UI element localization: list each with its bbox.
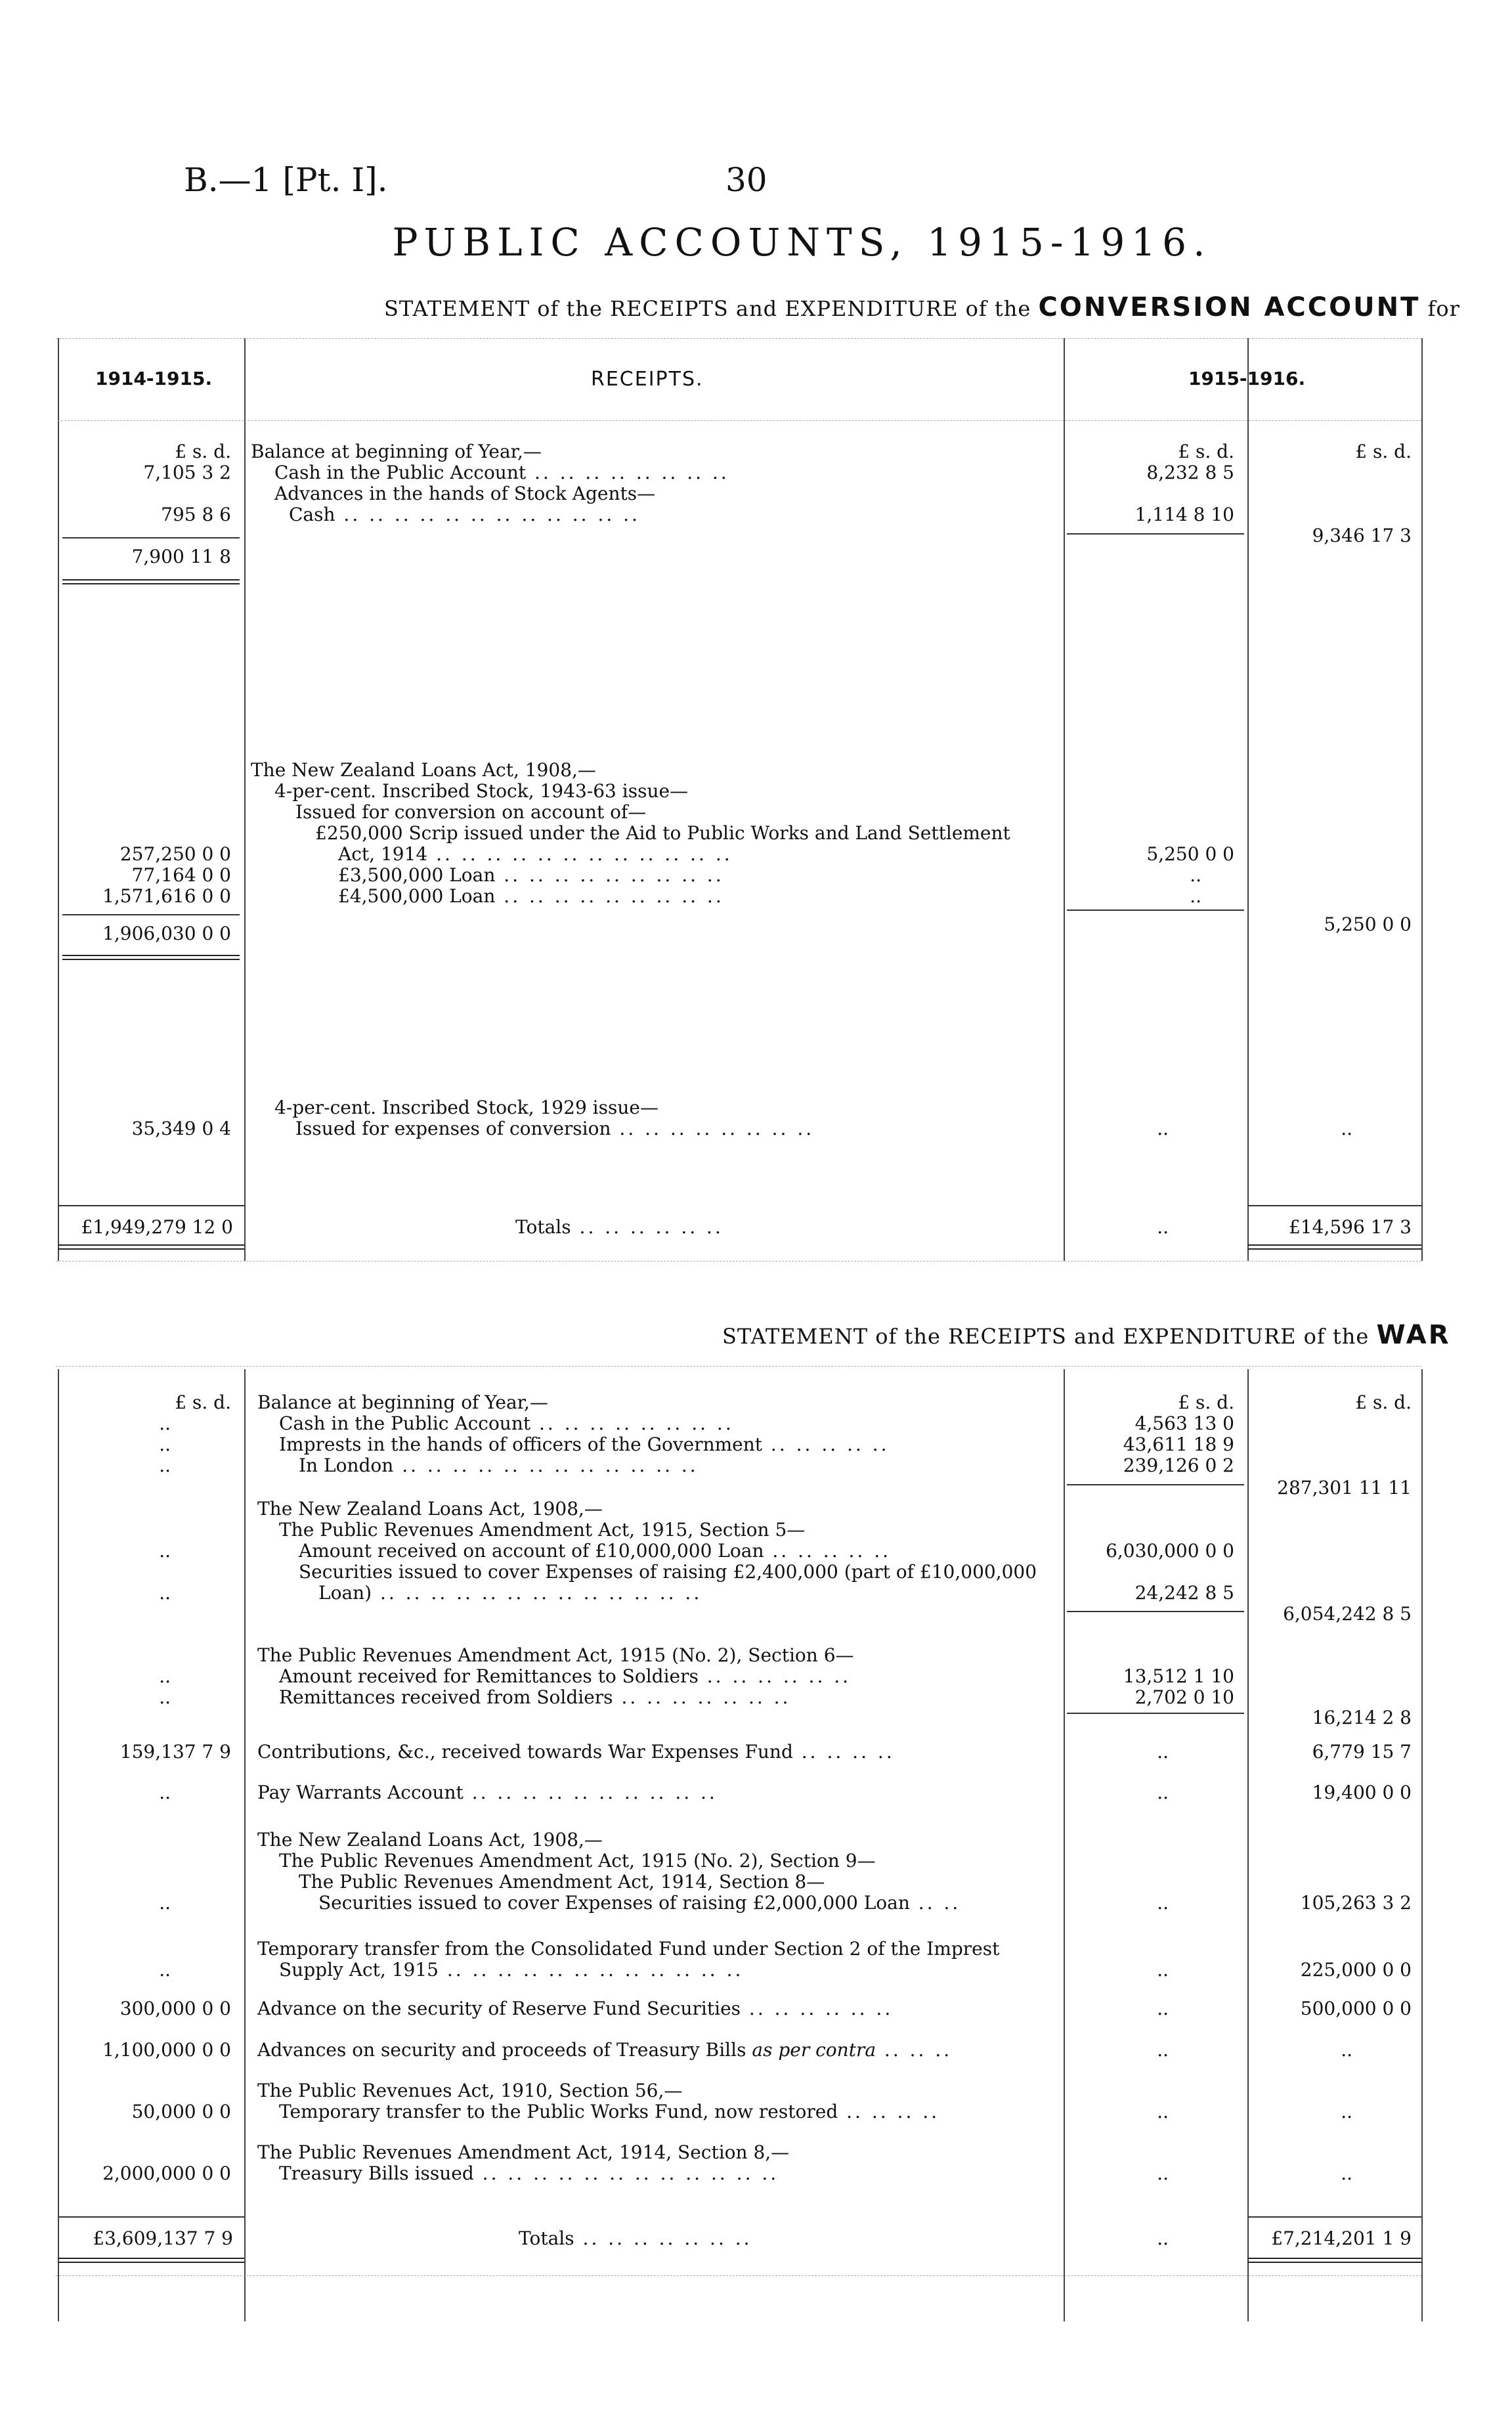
- line-revenues-1914-s8: The Public Revenues Amendment Act, 1914, Section 8,—: [257, 2141, 790, 2163]
- line-stock-1929: 4-per-cent. Inscribed Stock, 1929 issue—: [274, 1097, 659, 1118]
- subtotal-rule: [62, 537, 240, 538]
- amount-total: 5,250 0 0: [1324, 913, 1412, 935]
- amount-sub: 5,250 0 0: [1146, 843, 1234, 865]
- amount-total: ..: [1341, 2162, 1352, 2184]
- amount-sub: ..: [1157, 1998, 1169, 2019]
- amount-prev: 7,105 3 2: [143, 462, 231, 483]
- totals-rule: [1247, 2216, 1421, 2218]
- line-in-london: In London .. .. .. .. .. .. .. .. .. .. .. ..: [299, 1455, 699, 1476]
- totals-double-rule: [58, 1244, 244, 1250]
- line-treasury-bills-issued: Treasury Bills issued .. .. .. .. .. .. .. .. .. .. .. ..: [279, 2162, 779, 2184]
- amount-total: 9,346 17 3: [1312, 525, 1412, 546]
- statement-prefix: STATEMENT of the RECEIPTS and EXPENDITURE of the: [722, 1324, 1370, 1349]
- column-rule: [1064, 338, 1065, 1261]
- amount-sub: ..: [1157, 1741, 1169, 1763]
- line-scrip: £250,000 Scrip issued under the Aid to Public Works and Land Settlement: [315, 822, 1010, 844]
- amount-sub: 2,702 0 10: [1134, 1686, 1234, 1708]
- subtotal-double-rule: [62, 579, 240, 584]
- amount-total: 16,214 2 8: [1312, 1707, 1412, 1728]
- subtotal-double-rule: [62, 955, 240, 960]
- column-rule: [1064, 1369, 1065, 2321]
- subtotal-rule: [1067, 1611, 1244, 1612]
- amount-prev: 1,100,000 0 0: [102, 2039, 231, 2061]
- column-rule: [1421, 338, 1423, 1261]
- amount-prev: ..: [159, 1665, 171, 1687]
- line-amount-10m-loan: Amount received on account of £10,000,000 Loan .. .. .. .. ..: [299, 1540, 891, 1562]
- amount-sub: ..: [1157, 2101, 1169, 2122]
- line-4500000-loan: £4,500,000 Loan .. .. .. .. .. .. .. .. ..: [338, 885, 724, 907]
- line-temporary-transfer-public-works: Temporary transfer to the Public Works Fund, now restored .. .. .. ..: [279, 2101, 940, 2122]
- total-prev: £3,609,137 7 9: [93, 2227, 233, 2249]
- unit-label: £ s. d.: [1178, 441, 1234, 462]
- column-header-1915-1916: 1915-1916.: [1188, 368, 1306, 389]
- amount-total: ..: [1341, 2039, 1352, 2061]
- amount-prev-subtotal: 7,900 11 8: [131, 546, 231, 567]
- column-rule: [1421, 1369, 1423, 2321]
- column-rule: [244, 1369, 246, 2321]
- amount-sub: ..: [1157, 1959, 1169, 1981]
- amount-total: 225,000 0 0: [1300, 1959, 1412, 1981]
- line-stock-1943-63: 4-per-cent. Inscribed Stock, 1943-63 issue—: [274, 780, 689, 802]
- conversion-statement-heading: [384, 292, 1460, 322]
- line-nz-loans-act: The New Zealand Loans Act, 1908,—: [251, 759, 596, 781]
- subtotal-rule: [1067, 1484, 1244, 1485]
- amount-prev: 300,000 0 0: [119, 1998, 231, 2019]
- amount-sub: ..: [1157, 2039, 1169, 2061]
- line-supply-act: Supply Act, 1915 .. .. .. .. .. .. .. .. .. .. .. ..: [279, 1959, 744, 1981]
- line-pay-warrants: Pay Warrants Account .. .. .. .. .. .. .. .. .. ..: [257, 1782, 718, 1803]
- totals-double-rule: [1247, 2258, 1421, 2263]
- line-revenues-1910-s56: The Public Revenues Act, 1910, Section 56,—: [257, 2080, 683, 2101]
- amount-prev: ..: [159, 1959, 171, 1981]
- amount-total: ..: [1341, 1118, 1352, 1139]
- document-reference: B.—1 [Pt. I].: [184, 161, 388, 199]
- amount-prev: ..: [159, 1540, 171, 1562]
- line-imprests: Imprests in the hands of officers of the Government .. .. .. .. ..: [279, 1434, 890, 1455]
- line-nz-loans-act: The New Zealand Loans Act, 1908,—: [257, 1498, 603, 1520]
- total-prev: £1,949,279 12 0: [81, 1216, 233, 1238]
- line-cash-public-account: Cash in the Public Account .. .. .. .. .. .. .. ..: [279, 1413, 734, 1434]
- amount-prev: 35,349 0 4: [131, 1118, 231, 1139]
- amount-sub: 4,563 13 0: [1134, 1413, 1234, 1434]
- line-nz-loans-act: The New Zealand Loans Act, 1908,—: [257, 1829, 603, 1851]
- amount-prev: ..: [159, 1455, 171, 1476]
- unit-label: £ s. d.: [1178, 1392, 1234, 1413]
- war-statement-heading: [722, 1320, 1451, 1350]
- column-rule: [1247, 1369, 1249, 2321]
- line-temporary-transfer: Temporary transfer from the Consolidated Fund under Section 2 of the Imprest: [257, 1938, 1000, 1960]
- line-advances-treasury-bills: Advances on security and proceeds of Treasury Bills as per contra .. .. ..: [257, 2039, 953, 2061]
- column-rule: [58, 338, 59, 1261]
- line-balance: Balance at beginning of Year,—: [251, 441, 542, 462]
- column-rule: [244, 338, 246, 1261]
- amount-sub: 1,114 8 10: [1134, 504, 1234, 525]
- line-revenues-1914-s8: The Public Revenues Amendment Act, 1914, Section 8—: [299, 1871, 825, 1893]
- amount-sub: 239,126 0 2: [1123, 1455, 1234, 1476]
- amount-prev: 257,250 0 0: [119, 843, 231, 865]
- line-act-1914: Act, 1914 .. .. .. .. .. .. .. .. .. .. .. ..: [338, 843, 733, 865]
- amount-total: 287,301 11 11: [1277, 1477, 1412, 1499]
- line-advances: Advances in the hands of Stock Agents—: [274, 483, 656, 504]
- statement-prefix: STATEMENT of the RECEIPTS and EXPENDITURE of the: [384, 296, 1031, 321]
- unit-label: £ s. d.: [175, 1392, 231, 1413]
- amount-sub: ..: [1157, 2162, 1169, 2184]
- line-revenues-1915-no2-s6: The Public Revenues Amendment Act, 1915 (No. 2), Section 6—: [257, 1644, 854, 1666]
- amount-prev: 1,571,616 0 0: [102, 885, 231, 907]
- line-balance: Balance at beginning of Year,—: [257, 1392, 548, 1413]
- line-remittances-from-soldiers: Remittances received from Soldiers .. .. .. .. .. .. ..: [279, 1686, 791, 1708]
- amount-sub: ..: [1157, 1892, 1169, 1914]
- table-top-rule: [56, 1366, 1421, 1367]
- amount-prev: ..: [159, 1686, 171, 1708]
- amount-total: 6,054,242 8 5: [1283, 1603, 1412, 1625]
- totals-double-rule: [1247, 1244, 1421, 1250]
- amount-sub: 8,232 8 5: [1146, 462, 1234, 483]
- totals-double-rule: [58, 2258, 244, 2263]
- total-current: £7,214,201 1 9: [1271, 2227, 1412, 2249]
- amount-sub: ..: [1157, 1782, 1169, 1803]
- amount-total: ..: [1341, 2101, 1352, 2122]
- amount-total: 500,000 0 0: [1300, 1998, 1412, 2019]
- table-top-rule: [56, 338, 1421, 339]
- amount-total: 6,779 15 7: [1312, 1741, 1412, 1763]
- line-revenues-1915-no2-s9: The Public Revenues Amendment Act, 1915 (No. 2), Section 9—: [279, 1850, 876, 1872]
- subtotal-rule: [1067, 533, 1244, 535]
- amount-total: 105,263 3 2: [1300, 1892, 1412, 1914]
- subtotal-rule: [62, 914, 240, 915]
- amount-prev: ..: [159, 1892, 171, 1914]
- line-issued-conversion: Issued for conversion on account of—: [295, 801, 647, 823]
- line-securities-2m: Securities issued to cover Expenses of raising £2,000,000 Loan .. ..: [318, 1892, 961, 1914]
- amount-sub: 24,242 8 5: [1134, 1582, 1234, 1604]
- amount-sub: ..: [1157, 1118, 1169, 1139]
- unit-label: £ s. d.: [175, 441, 231, 462]
- amount-sub: 43,611 18 9: [1123, 1434, 1234, 1455]
- line-remittances-to-soldiers: Amount received for Remittances to Soldiers .. .. .. .. .. ..: [279, 1665, 852, 1687]
- unit-label: £ s. d.: [1355, 441, 1412, 462]
- line-loan: Loan) .. .. .. .. .. .. .. .. .. .. .. .. ..: [318, 1582, 702, 1604]
- line-totals: Totals .. .. .. .. .. ..: [515, 1216, 724, 1238]
- header-rule: [58, 420, 1421, 421]
- table-bottom-rule: [56, 2275, 1421, 2276]
- amount-prev: 795 8 6: [161, 504, 231, 525]
- amount-total: 19,400 0 0: [1312, 1782, 1412, 1803]
- amount-prev: ..: [159, 1582, 171, 1604]
- amount-prev: ..: [159, 1434, 171, 1455]
- subtotal-rule: [1067, 910, 1244, 911]
- column-rule: [58, 1369, 59, 2321]
- amount-prev: 2,000,000 0 0: [102, 2162, 231, 2184]
- column-header-receipts: RECEIPTS.: [591, 368, 704, 391]
- statement-suffix: for: [1427, 296, 1460, 321]
- line-cash: Cash .. .. .. .. .. .. .. .. .. .. .. ..: [289, 504, 640, 525]
- line-revenues-1915-s5: The Public Revenues Amendment Act, 1915, Section 5—: [279, 1519, 806, 1541]
- amount-prev: 77,164 0 0: [131, 864, 231, 886]
- line-3500000-loan: £3,500,000 Loan .. .. .. .. .. .. .. .. ..: [338, 864, 724, 886]
- amount-sub: ..: [1157, 2227, 1169, 2249]
- amount-sub: ..: [1190, 864, 1201, 886]
- line-advance-reserve-fund: Advance on the security of Reserve Fund Securities .. .. .. .. .. ..: [257, 1998, 894, 2019]
- total-current: £14,596 17 3: [1288, 1216, 1412, 1238]
- amount-sub: 13,512 1 10: [1123, 1665, 1234, 1687]
- line-cash-public-account: Cash in the Public Account .. .. .. .. .. .. .. ..: [274, 462, 729, 483]
- line-totals: Totals .. .. .. .. .. .. ..: [519, 2227, 752, 2249]
- subtotal-rule: [1067, 1713, 1244, 1714]
- amount-prev: 50,000 0 0: [131, 2101, 231, 2122]
- unit-label: £ s. d.: [1355, 1392, 1412, 1413]
- line-securities-2-4m: Securities issued to cover Expenses of raising £2,400,000 (part of £10,000,000: [299, 1561, 1037, 1583]
- statement-account-name: CONVERSION ACCOUNT: [1038, 292, 1421, 322]
- amount-prev: ..: [159, 1413, 171, 1434]
- totals-rule: [1247, 1205, 1421, 1206]
- amount-prev: ..: [159, 1782, 171, 1803]
- page-number: 30: [725, 161, 767, 199]
- statement-account-name: WAR: [1376, 1320, 1451, 1350]
- line-contributions: Contributions, &c., received towards War Expenses Fund .. .. .. ..: [257, 1741, 895, 1763]
- column-rule: [1247, 338, 1249, 1261]
- amount-sub: 6,030,000 0 0: [1106, 1540, 1234, 1562]
- amount-prev-subtotal: 1,906,030 0 0: [102, 923, 231, 944]
- amount-sub: ..: [1157, 1216, 1169, 1238]
- amount-prev: 159,137 7 9: [119, 1741, 231, 1763]
- totals-rule: [58, 2216, 244, 2218]
- page-title: PUBLIC ACCOUNTS, 1915-1916.: [392, 220, 1212, 265]
- amount-sub: ..: [1190, 885, 1201, 907]
- column-header-1914-1915: 1914-1915.: [95, 368, 213, 389]
- line-expenses-conversion: Issued for expenses of conversion .. .. .. .. .. .. .. ..: [295, 1118, 815, 1139]
- totals-rule: [58, 1205, 244, 1206]
